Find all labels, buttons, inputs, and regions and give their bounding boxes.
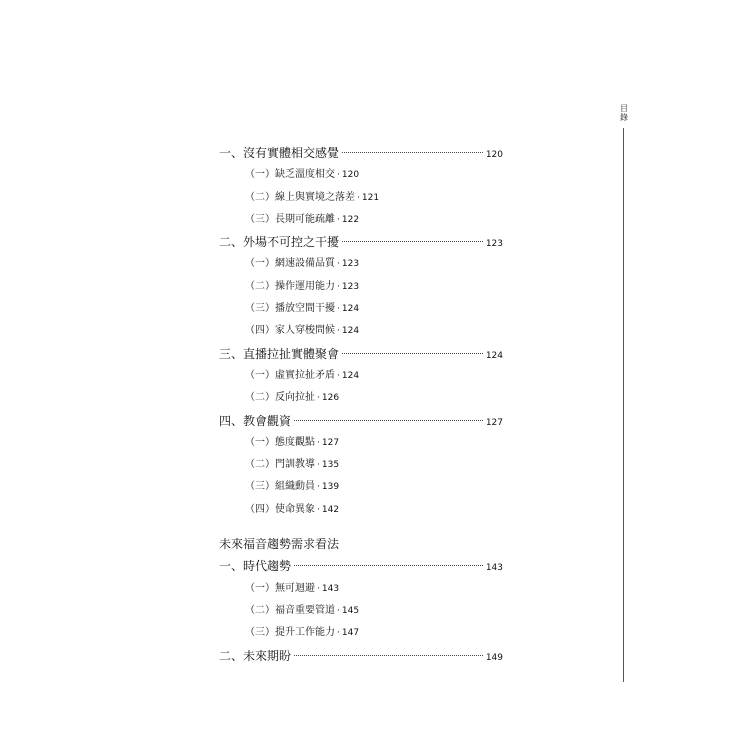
dot-leader <box>342 353 483 354</box>
toc-entry-page-number: 123 <box>485 239 503 250</box>
page-separator: · <box>337 326 340 337</box>
toc-entry-page-number: 120 <box>341 170 360 181</box>
toc-entry-page-number: 139 <box>321 482 340 493</box>
dot-leader <box>294 655 483 656</box>
toc-entry-sub <box>219 454 503 476</box>
toc-entry-title: （二）線上與實境之落差 <box>245 191 355 203</box>
page-separator: · <box>337 214 340 225</box>
page-separator: · <box>317 460 320 471</box>
toc-entry-sub <box>219 209 503 231</box>
toc-entry-sub <box>219 365 503 387</box>
page-separator: · <box>357 192 360 203</box>
page-separator: · <box>317 504 320 515</box>
toc-entry-page-number: 147 <box>341 628 360 639</box>
toc-entry-title: （二）門訓教導 <box>245 459 315 471</box>
toc-entry-main <box>219 142 503 164</box>
toc-entry-main <box>219 231 503 253</box>
page-separator: · <box>337 304 340 315</box>
page-separator: · <box>317 437 320 448</box>
margin-rule <box>623 128 624 682</box>
toc-entry-page-number: 142 <box>321 504 340 515</box>
toc-entry-title: （三）播放空間干擾 <box>245 303 335 315</box>
toc-entry-page-number: 143 <box>485 563 503 574</box>
toc-entry-sub <box>219 600 503 622</box>
toc-entry-title: 二、外場不可控之干擾 <box>219 235 340 250</box>
toc-entry-title: 一、沒有實體相交感覺 <box>219 146 340 160</box>
toc-entry-sub <box>219 187 503 209</box>
toc-entry-title: （二）反向拉扯 <box>245 392 315 404</box>
dot-leader <box>342 241 483 242</box>
toc-entry-page-number: 123 <box>341 259 360 270</box>
toc-entry-page-number: 126 <box>321 393 340 404</box>
page-separator: · <box>317 583 320 594</box>
page-separator: · <box>337 259 340 270</box>
toc-entry-title: （四）家人穿梭問候 <box>245 325 335 337</box>
toc-entry-title: （一）缺乏溫度相交 <box>245 169 335 181</box>
toc-entry-sub <box>219 164 503 186</box>
toc-entry-title: 四、教會觀資 <box>219 413 292 428</box>
toc-entry-page-number: 143 <box>321 583 340 594</box>
toc-entry-title: （一）網速設備品質 <box>245 258 335 270</box>
toc-entry-title: （一）無可迴避 <box>245 582 315 594</box>
toc-entry-sub <box>219 622 503 644</box>
toc-section-heading: 未來福音趨勢需求看法 <box>219 537 340 552</box>
toc-entry-page-number: 135 <box>321 460 340 471</box>
toc-entry-main <box>219 343 503 365</box>
section-spacer <box>219 521 503 533</box>
toc-entry-page-number: 145 <box>341 605 360 616</box>
toc-entry-sub <box>219 578 503 600</box>
dot-leader <box>342 152 483 153</box>
toc-entry-sub <box>219 320 503 342</box>
toc-entry-title: （一）虛實拉扯矛盾 <box>245 369 335 381</box>
toc-entry-page-number: 124 <box>485 350 503 361</box>
toc-entry-page-number: 124 <box>341 370 360 381</box>
running-header-label: 目錄 <box>620 104 628 122</box>
toc-entry-title: （三）組織動員 <box>245 481 315 493</box>
toc-entry-title: 二、未來期盼 <box>219 648 292 663</box>
toc-entry-main <box>219 645 503 667</box>
toc-entry-page-number: 124 <box>341 326 360 337</box>
page-separator: · <box>337 370 340 381</box>
toc-entry-main <box>219 555 503 577</box>
toc-entry-title: （四）使命異象 <box>245 503 315 515</box>
dot-leader <box>294 565 483 566</box>
page-separator: · <box>317 482 320 493</box>
toc-entry-page-number: 122 <box>341 214 360 225</box>
toc-entry-sub <box>219 253 503 275</box>
toc-entry-title: （一）態度觀點 <box>245 436 315 448</box>
toc-entry-page-number: 149 <box>485 652 503 663</box>
page-separator: · <box>317 393 320 404</box>
toc-entry-title: （三）長期可能疏離 <box>245 213 335 225</box>
toc-entry-sub <box>219 387 503 409</box>
toc-entry-sub <box>219 476 503 498</box>
toc-entry-sub <box>219 499 503 521</box>
page-separator: · <box>337 170 340 181</box>
toc-entry-page-number: 127 <box>485 417 503 428</box>
toc-entry-main <box>219 410 503 432</box>
toc-entry-title: （二）操作運用能力 <box>245 280 335 292</box>
toc-entry-sub <box>219 432 503 454</box>
toc-entry-title: 三、直播拉扯實體聚會 <box>219 346 340 361</box>
dot-leader <box>294 420 483 421</box>
toc-entry-sub <box>219 298 503 320</box>
page-separator: · <box>337 281 340 292</box>
page-separator: · <box>337 628 340 639</box>
toc-entry-page-number: 124 <box>341 304 360 315</box>
toc-entry-title: （二）福音重要管道 <box>245 604 335 616</box>
page-separator: · <box>337 605 340 616</box>
table-of-contents <box>219 142 503 667</box>
toc-entry-title: （三）提升工作能力 <box>245 627 335 639</box>
toc-entry-sub <box>219 276 503 298</box>
toc-entry-page-number: 123 <box>341 281 360 292</box>
toc-entry-page-number: 121 <box>361 192 380 203</box>
toc-entry-page-number: 120 <box>485 150 503 160</box>
toc-entry-page-number: 127 <box>321 437 340 448</box>
toc-entry-title: 一、時代趨勢 <box>219 559 292 574</box>
